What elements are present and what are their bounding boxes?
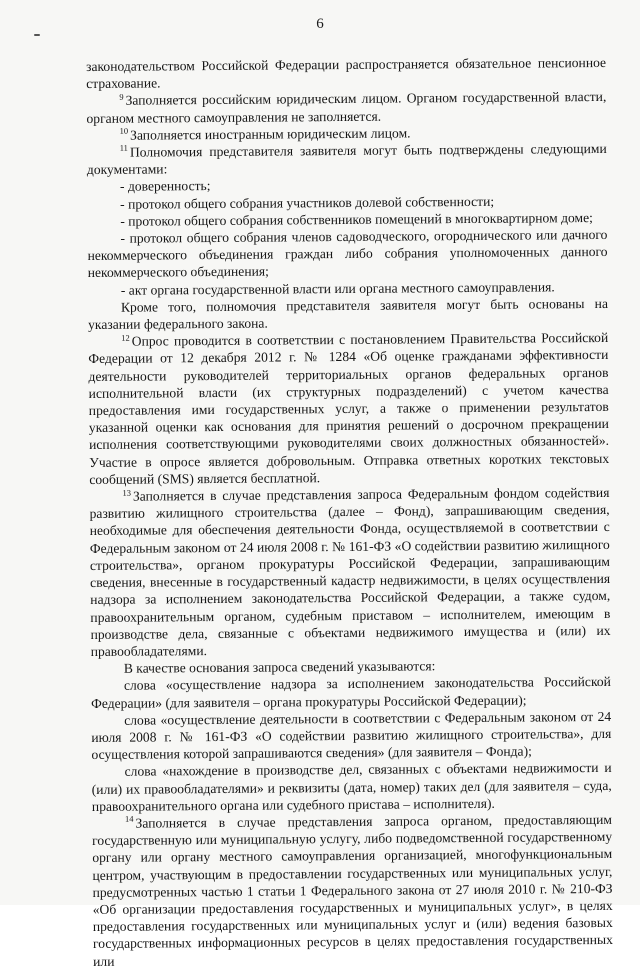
list-item: - доверенность;	[119, 178, 211, 195]
list-item: - акт органа государственной власти или органа местного самоуправления.	[120, 278, 555, 298]
paragraph: слова «осуществление деятельности в соответствии с Федеральным законом от 24 июля 2008 г. № 161-ФЗ «О содействии развитию жилищного строительства», для осуществления которой запрашиваются сведения» (для заявителя – Фонда);	[91, 708, 612, 763]
paragraph: В качестве основания запроса сведений указываются:	[123, 658, 436, 676]
list-item: - протокол общего собрания участников долевой собственности;	[120, 193, 495, 212]
footnote-text: Заполняется в случае представления запроса органом, предоставляющим государственную или муниципальную услугу, либо подведомственной государственному органу или органу местного самоуправления организацией, многофункциональным центром, участвующим в предоставлении государственных или муниципальных услуг, предусмотренных частью 1 статьи 1 Федерального закона от 27 июля 2010 г. № 210-ФЗ «Об организации предоставления государственных и муниципальных услуг», в целях предоставления государственных или муниципальных услуг и (или) ведения базовых государственных информационных ресурсов в целях предоставления государственных или	[92, 811, 614, 969]
document-body	[86, 54, 613, 970]
paragraph: Кроме того, полномочия представителя заявителя могут быть основаны на указании федерального закона.	[88, 295, 609, 333]
footnote-paragraph	[87, 140, 607, 178]
paragraph: законодательством Российской Федерации распространяется обязательное пенсионное страхование.	[86, 54, 607, 92]
footnote-text: Заполняется иностранным юридическим лицом.	[130, 125, 411, 143]
footnote-mark: 11	[119, 143, 128, 154]
footnote-mark: 10	[119, 125, 129, 137]
footnote-paragraph	[92, 811, 613, 970]
footnote-text: Заполняется в случае представления запроса Федеральным фондом содействия развитию жилищного строительства (далее – Фонд), запрашивающим сведения, необходимые для обеспечения деятельности Фонда, осуществляемой в соответствии с Федеральным законом от 24 июля 2008 г. № 161-ФЗ «О содействии развитию жилищного строительства», органом прокуратуры Российской Федерации, запрашивающим сведения, внесенные в государственный кадастр недвижимости, в целях осуществления надзора за исполнением законодательства Российской Федерации, а также судом, правоохранительным органом, судебным приставом – исполнителем, имеющим в производстве дела, связанные с объектами недвижимого имущества и (или) их правообладателями.	[89, 484, 611, 659]
footnote-text: Заполняется российским юридическим лицом. Органом государственной власти, органом местного самоуправления не заполняется.	[86, 89, 607, 126]
footnote-paragraph	[89, 484, 610, 660]
footnote-mark: 9	[119, 91, 124, 102]
list-item: - протокол общего собрания собственников помещений в многоквартирном доме;	[120, 209, 593, 229]
footnote-mark: 12	[121, 332, 130, 343]
footnote-mark: 13	[122, 487, 131, 498]
scan-speck	[34, 34, 40, 36]
footnote-paragraph	[88, 329, 609, 488]
footnote-paragraph	[86, 88, 606, 126]
footnote-text: Полномочия представителя заявителя могут быть подтверждены следующими документами:	[86, 140, 607, 178]
footnote-text: Опрос проводится в соответствии с постановлением Правительства Российской Федерации от 12 декабря 2012 г. № 1284 «Об оценке гражданами эффективности деятельности руководителей территориальных органов федеральных органов исполнительной власти (их структурных подразделений) с учетом качества предоставления ими государственных услуг, а также о применении результатов указанной оценки как основания для принятия решений о досрочном прекращении исполнения соответствующими руководителями своих должностных обязанностей». Участие в опросе является добровольным. Отправка ответных коротких текстовых сообщений (SMS) является бесплатной.	[88, 330, 610, 487]
footnote-mark: 14	[124, 814, 134, 825]
paragraph: слова «нахождение в производстве дел, связанных с объектами недвижимости и (или) их правообладателями» и реквизиты (дата, номер) таких дел (для заявителя – суда, правоохранительного органа или судебного пристава – исполнителя).	[91, 760, 612, 814]
paragraph: слова «осуществление надзора за исполнением законодательства Российской Федерации» (для заявителя – органа прокуратуры Российской Федерации);	[91, 674, 611, 711]
page-number: 6	[316, 16, 324, 32]
list-item: - протокол общего собрания членов садоводческого, огороднического или дачного некоммерческого объединения граждан либо собрания уполномоченных данного некоммерческого объединения;	[87, 226, 608, 281]
